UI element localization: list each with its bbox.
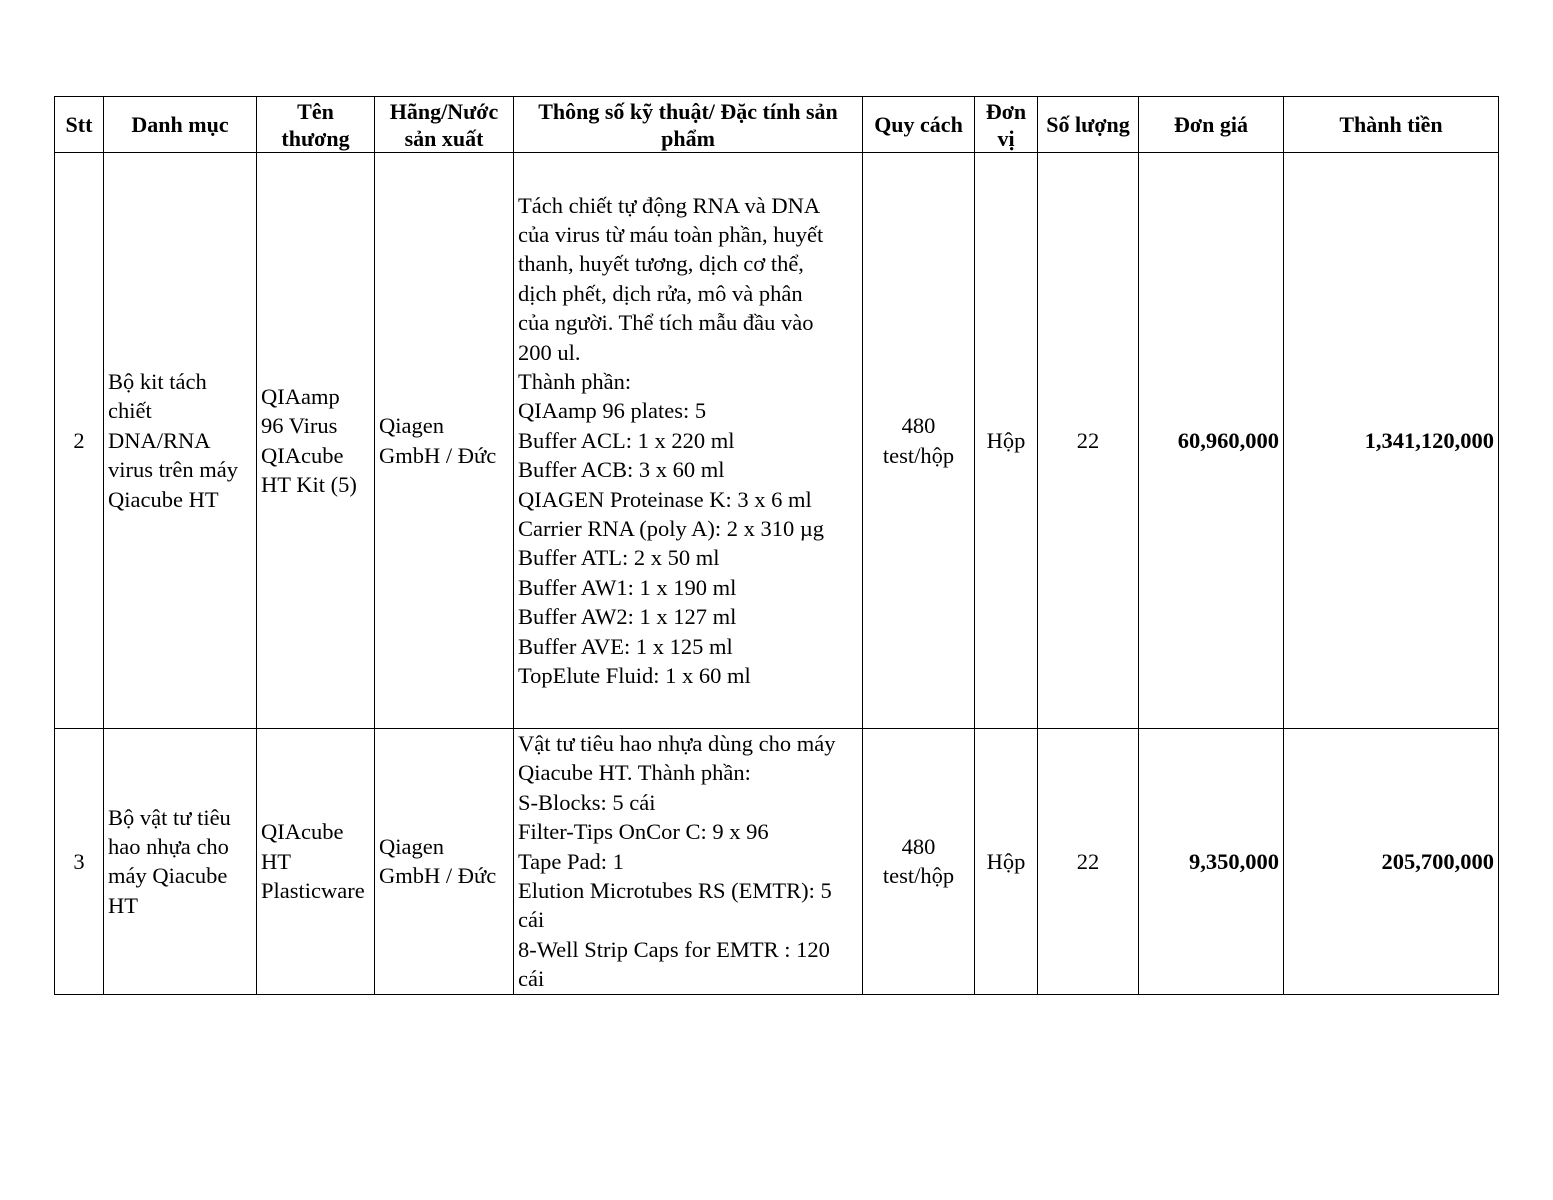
cell-text-line: Qiagen	[379, 413, 444, 439]
cell-text-line: QIAamp 96 plates: 5	[518, 398, 707, 424]
cell-text-line: Bộ kit tách	[108, 368, 207, 394]
cell-text-line: Tách chiết tự động RNA và DNA	[518, 192, 821, 218]
cell-text-line: Buffer ACL: 1 x 220 ml	[518, 427, 735, 453]
table-row	[55, 153, 1499, 729]
table-row	[55, 729, 1499, 995]
cell-text-line: Qiacube HT. Thành phần:	[518, 760, 751, 786]
cell-text-line: QIAcube	[261, 442, 344, 468]
cell-text-line: Qiagen	[379, 833, 444, 859]
product-spec-table	[54, 96, 1499, 995]
cell-text-line: 96 Virus	[261, 413, 338, 439]
cell-manufacturer	[375, 153, 514, 729]
cell-unit: Hộp	[975, 153, 1038, 729]
cell-text-line: hao nhựa cho	[108, 833, 229, 859]
header-total: Thành tiền	[1284, 97, 1499, 153]
cell-text-line: Filter-Tips OnCor C: 9 x 96	[518, 819, 769, 845]
cell-specification	[514, 153, 863, 729]
cell-text-line: Buffer AVE: 1 x 125 ml	[518, 633, 733, 659]
cell-text-line: S-Blocks: 5 cái	[518, 789, 656, 815]
cell-text-line: Buffer ATL: 2 x 50 ml	[518, 545, 720, 571]
cell-text-line: GmbH / Đức	[379, 442, 497, 468]
cell-text-line: cái	[518, 966, 545, 992]
cell-text-line: Buffer ACB: 3 x 60 ml	[518, 457, 725, 483]
cell-text-line: test/hộp	[882, 442, 955, 468]
cell-text-line: GmbH / Đức	[379, 863, 497, 889]
cell-text-line: Plasticware	[261, 878, 365, 904]
cell-text-line: QIAamp	[261, 383, 340, 409]
cell-total: 205,700,000	[1284, 729, 1499, 995]
header-unit-price: Đơn giá	[1139, 97, 1284, 153]
cell-text-line: Qiacube HT	[108, 486, 219, 512]
cell-unit-price: 9,350,000	[1139, 729, 1284, 995]
cell-text-line: Tape Pad: 1	[518, 848, 624, 874]
cell-text-line: test/hộp	[882, 863, 955, 889]
cell-text-line: 480	[901, 413, 936, 439]
cell-text-line: 480	[901, 833, 936, 859]
cell-text-line: Vật tư tiêu hao nhựa dùng cho máy	[518, 731, 836, 756]
cell-text-line: DNA/RNA	[108, 427, 211, 453]
cell-unit-price: 60,960,000	[1139, 153, 1284, 729]
cell-packing	[863, 153, 975, 729]
cell-text-line: của virus từ máu toàn phần, huyết	[518, 221, 824, 247]
cell-total: 1,341,120,000	[1284, 153, 1499, 729]
header-unit: Đơn vị	[975, 97, 1038, 153]
cell-text-line: QIAcube	[261, 819, 344, 845]
cell-text-line: QIAGEN Proteinase K: 3 x 6 ml	[518, 486, 812, 512]
cell-quantity: 22	[1038, 729, 1139, 995]
cell-manufacturer	[375, 729, 514, 995]
header-row	[55, 97, 1499, 153]
cell-text-line: dịch phết, dịch rửa, mô và phân	[518, 280, 803, 306]
cell-text-line: TopElute Fluid: 1 x 60 ml	[518, 663, 751, 689]
cell-stt: 2	[55, 153, 104, 729]
cell-specification	[514, 729, 863, 995]
cell-trade-name	[257, 729, 375, 995]
cell-text-line: HT	[108, 892, 138, 918]
cell-quantity: 22	[1038, 153, 1139, 729]
cell-stt: 3	[55, 729, 104, 995]
cell-text-line: chiết	[108, 398, 152, 424]
cell-text-line: 8-Well Strip Caps for EMTR : 120	[518, 936, 830, 962]
cell-text-line: thanh, huyết tương, dịch cơ thể,	[518, 251, 804, 277]
cell-text-line: Buffer AW1: 1 x 190 ml	[518, 574, 737, 600]
cell-packing	[863, 729, 975, 995]
cell-category	[104, 153, 257, 729]
cell-text-line: của người. Thể tích mẫu đầu vào	[518, 310, 814, 336]
cell-trade-name	[257, 153, 375, 729]
header-stt: Stt	[55, 97, 104, 153]
cell-text-line: Thành phần:	[518, 368, 632, 394]
header-specification: Thông số kỹ thuật/ Đặc tính sản phẩm	[514, 97, 863, 153]
cell-text-line: Bộ vật tư tiêu	[108, 804, 231, 830]
header-trade-name: Tên thương	[257, 97, 375, 153]
header-category: Danh mục	[104, 97, 257, 153]
header-quantity: Số lượng	[1038, 97, 1139, 153]
cell-text-line: cái	[518, 907, 545, 933]
cell-unit: Hộp	[975, 729, 1038, 995]
cell-text-line: 200 ul.	[518, 339, 581, 365]
cell-text-line: Buffer AW2: 1 x 127 ml	[518, 604, 737, 630]
header-manufacturer: Hãng/Nước sản xuất	[375, 97, 514, 153]
cell-text-line: máy Qiacube	[108, 863, 228, 889]
cell-text-line: Elution Microtubes RS (EMTR): 5	[518, 878, 832, 904]
cell-text-line: HT	[261, 848, 291, 874]
cell-text-line: Carrier RNA (poly A): 2 x 310 µg	[518, 516, 825, 542]
header-packing: Quy cách	[863, 97, 975, 153]
cell-text-line: HT Kit (5)	[261, 471, 357, 497]
cell-category	[104, 729, 257, 995]
cell-text-line: virus trên máy	[108, 457, 238, 483]
